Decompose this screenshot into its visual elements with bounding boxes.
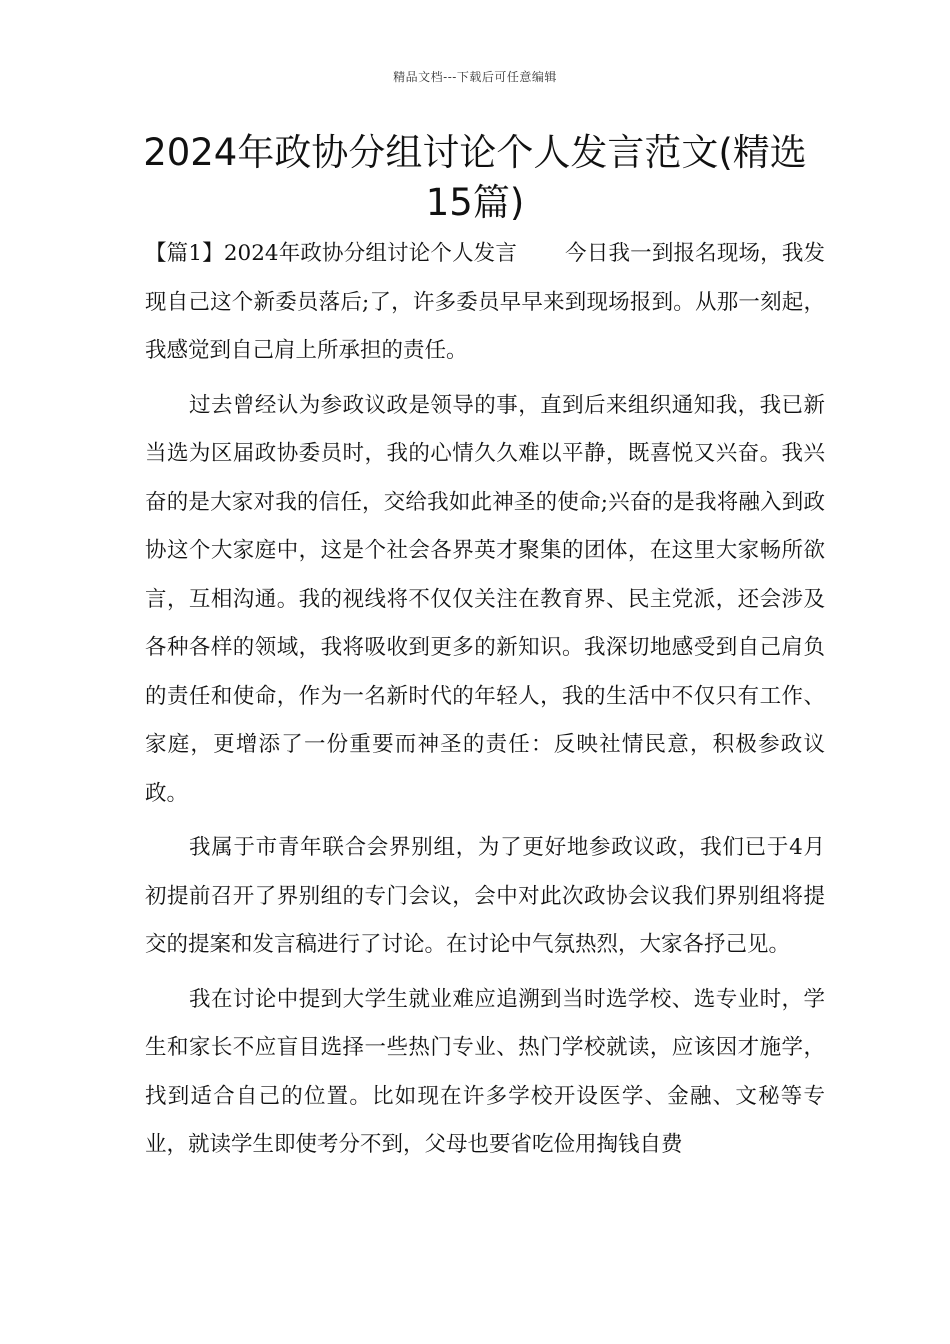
- document-body: [145, 230, 825, 1176]
- paragraph-1: [145, 230, 825, 376]
- paragraph-1-text: 今日我一到报名现场，我发现自己这个新委员落后;了，许多委员早早来到现场报到。从那一刻起，我感觉到自己肩上所承担的责任。: [145, 241, 825, 363]
- section-heading: 【篇1】2024年政协分组讨论个人发言: [145, 241, 518, 266]
- document-title: 2024年政协分组讨论个人发言范文(精选15篇): [143, 131, 807, 224]
- paragraph-3: 我属于市青年联合会界别组，为了更好地参政议政，我们已于4月初提前召开了界别组的专门会议，会中对此次政协会议我们界别组将提交的提案和发言稿进行了讨论。在讨论中气氛热烈，大家各抒己见。: [145, 835, 825, 957]
- page-header: 精品文档---下载后可任意编辑: [393, 70, 557, 84]
- paragraph-4: 我在讨论中提到大学生就业难应追溯到当时选学校、选专业时，学生和家长不应盲目选择一些热门专业、热门学校就读，应该因才施学，找到适合自己的位置。比如现在许多学校开设医学、金融、文秘等专业，就读学生即使考分不到，父母也要省吃俭用掏钱自费: [145, 986, 825, 1157]
- paragraph-2: 过去曾经认为参政议政是领导的事，直到后来组织通知我，我已新当选为区届政协委员时，我的心情久久难以平静，既喜悦又兴奋。我兴奋的是大家对我的信任，交给我如此神圣的使命;兴奋的是我将融入到政协这个大家庭中，这是个社会各界英才聚集的团体，在这里大家畅所欲言，互相沟通。我的视线将不仅仅关注在教育界、民主党派，还会涉及各种各样的领域，我将吸收到更多的新知识。我深切地感受到自己肩负的责任和使命，作为一名新时代的年轻人，我的生活中不仅只有工作、家庭，更增添了一份重要而神圣的责任：反映社情民意，积极参政议政。: [145, 392, 825, 806]
